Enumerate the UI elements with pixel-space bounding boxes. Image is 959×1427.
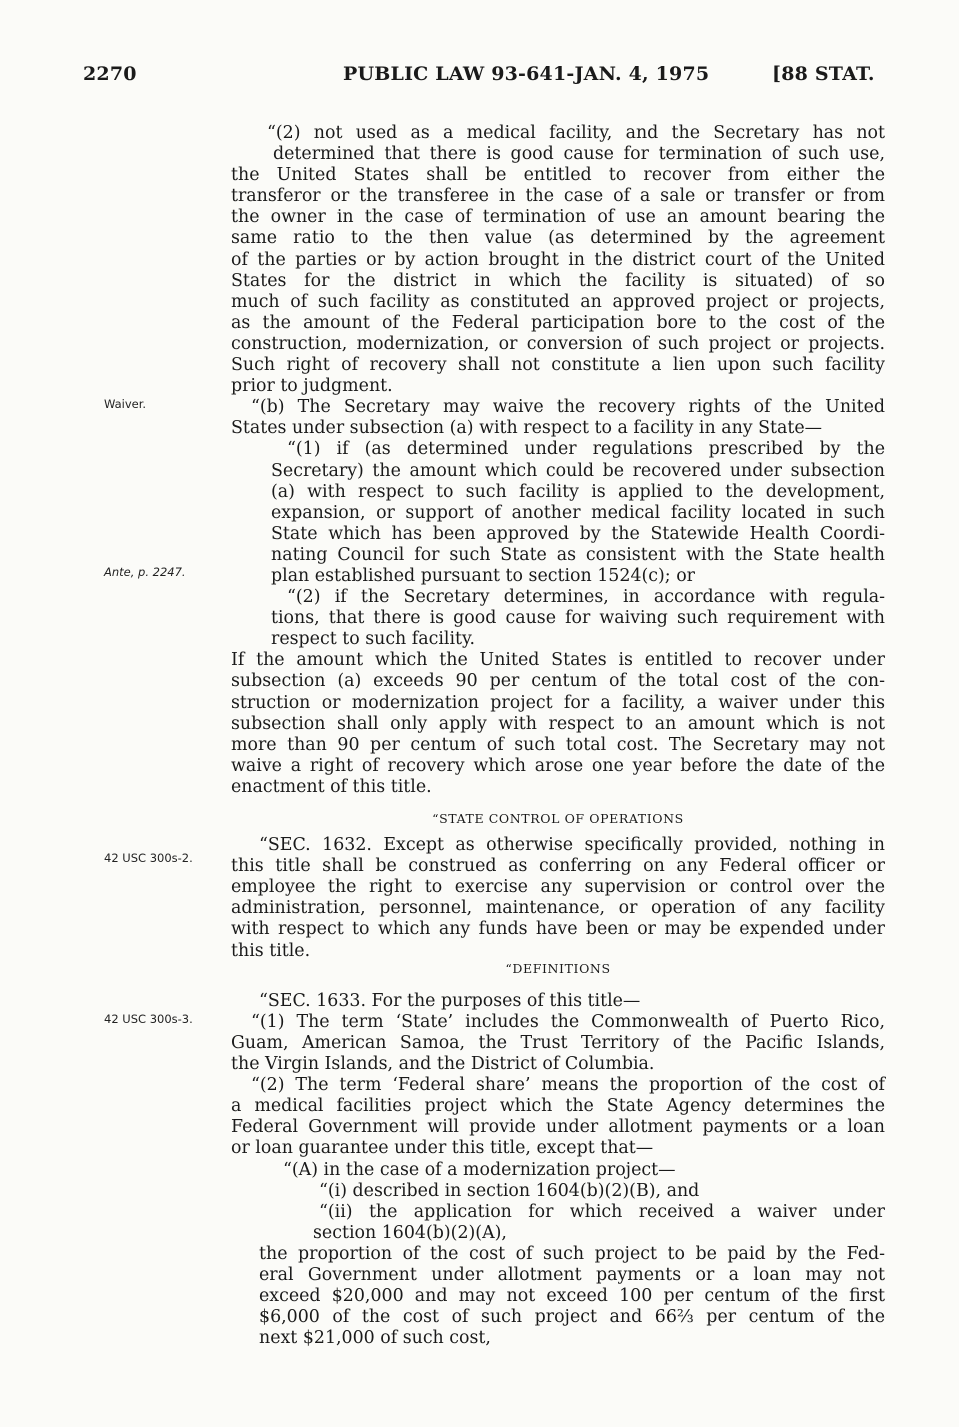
text-line: $6,000 of the cost of such project and 66⅔ per centum of the	[259, 1307, 885, 1328]
text-line: Federal Government will provide under allotment payments or a loan	[231, 1117, 885, 1138]
text-line: “SEC. 1632. Except as otherwise specifically provided, nothing in	[259, 835, 885, 856]
text-line: or loan guarantee under this title, except that—	[231, 1138, 654, 1159]
text-line: employee the right to exercise any supervision or control over the	[231, 877, 885, 898]
text-line: nating Council for such State as consistent with the State health	[271, 544, 885, 565]
text-line: “(2) The term ‘Federal share’ means the proportion of the cost of	[251, 1075, 885, 1096]
text-line: with respect to which any funds have been or may be expended under	[231, 919, 885, 940]
margin-note-waiver: Waiver.	[104, 397, 147, 411]
text-line: next $21,000 of such cost,	[259, 1328, 491, 1349]
text-line: Secretary) the amount which could be recovered under subsection	[271, 460, 885, 481]
text-line: much of such facility as constituted an approved project or projects,	[231, 291, 885, 312]
text-line: section 1604(b)(2)(A),	[313, 1222, 507, 1243]
margin-note-ante: Ante, p. 2247.	[104, 565, 186, 579]
text-line: enactment of this title.	[231, 776, 432, 797]
page-number: 2270	[83, 63, 137, 85]
text-line: determined that there is good cause for termination of such use,	[273, 144, 885, 165]
text-line: “(2) if the Secretary determines, in accordance with regula-	[287, 587, 885, 608]
text-line: prior to judgment.	[231, 376, 393, 397]
text-line: Guam, American Samoa, the Trust Territory of the Pacific Islands,	[231, 1032, 885, 1053]
text-line: exceed $20,000 and may not exceed 100 per centum of the first	[259, 1286, 885, 1307]
text-line: State which has been approved by the Statewide Health Coordi-	[271, 523, 885, 544]
text-line: as the amount of the Federal participation bore to the cost of the	[231, 312, 885, 333]
text-line: the proportion of the cost of such project to be paid by the Fed-	[259, 1243, 885, 1264]
text-line: “(1) if (as determined under regulations prescribed by the	[287, 439, 885, 460]
text-line: States for the district in which the facility is situated) of so	[231, 270, 885, 291]
text-line: “(A) in the case of a modernization project—	[283, 1159, 676, 1180]
text-line: “(ii) the application for which received a waiver under	[319, 1201, 885, 1222]
text-line: “(i) described in section 1604(b)(2)(B), and	[319, 1180, 700, 1201]
text-line: waive a right of recovery which arose one year before the date of the	[231, 755, 885, 776]
text-line: If the amount which the United States is entitled to recover under	[231, 650, 885, 671]
text-line: plan established pursuant to section 1524(c); or	[271, 565, 695, 586]
margin-note-usc-300s-2: 42 USC 300s-2.	[104, 851, 193, 865]
statute-reference: [88 STAT.	[772, 63, 875, 85]
text-line: “SEC. 1633. For the purposes of this title—	[259, 990, 641, 1011]
text-line: subsection shall only apply with respect to an amount which is not	[231, 713, 885, 734]
text-line: States under subsection (a) with respect to a facility in any State—	[231, 418, 823, 439]
text-line: “(1) The term ‘State’ includes the Commonwealth of Puerto Rico,	[251, 1011, 885, 1032]
text-line: transferor or the transferee in the case of a sale or transfer or from	[231, 186, 885, 207]
text-line: “(b) The Secretary may waive the recovery rights of the United	[251, 397, 885, 418]
text-line: same ratio to the then value (as determined by the agreement	[231, 228, 885, 249]
text-line: construction, modernization, or conversion of such project or projects.	[231, 333, 885, 354]
text-line: this title shall be construed as conferring on any Federal officer or	[231, 856, 885, 877]
text-line: eral Government under allotment payments or a loan may not	[259, 1264, 885, 1285]
text-line: Such right of recovery shall not constitute a lien upon such facility	[231, 355, 885, 376]
text-line: expansion, or support of another medical facility located in such	[271, 502, 885, 523]
text-line: the United States shall be entitled to recover from either the	[231, 165, 885, 186]
body-text	[231, 123, 885, 1349]
text-line: of the parties or by action brought in the district court of the United	[231, 249, 885, 270]
text-line: tions, that there is good cause for waiving such requirement with	[271, 608, 885, 629]
text-line: more than 90 per centum of such total cost. The Secretary may not	[231, 734, 885, 755]
running-head-title: PUBLIC LAW 93-641-JAN. 4, 1975	[343, 63, 710, 85]
text-line: respect to such facility.	[271, 629, 476, 650]
text-line: a medical facilities project which the State Agency determines the	[231, 1096, 885, 1117]
section-heading: “DEFINITIONS	[505, 960, 611, 976]
text-line: administration, personnel, maintenance, or operation of any facility	[231, 898, 885, 919]
text-line: the owner in the case of termination of use an amount bearing the	[231, 207, 885, 228]
text-line: subsection (a) exceeds 90 per centum of the total cost of the con-	[231, 671, 885, 692]
text-line: this title.	[231, 940, 311, 961]
margin-note-usc-300s-3: 42 USC 300s-3.	[104, 1012, 193, 1026]
text-line: “(2) not used as a medical facility, and the Secretary has not	[267, 123, 885, 143]
text-line: struction or modernization project for a facility, a waiver under this	[231, 692, 885, 713]
text-line: (a) with respect to such facility is applied to the development,	[271, 481, 885, 502]
section-heading: “STATE CONTROL OF OPERATIONS	[432, 811, 684, 826]
text-line: the Virgin Islands, and the District of Columbia.	[231, 1054, 655, 1075]
